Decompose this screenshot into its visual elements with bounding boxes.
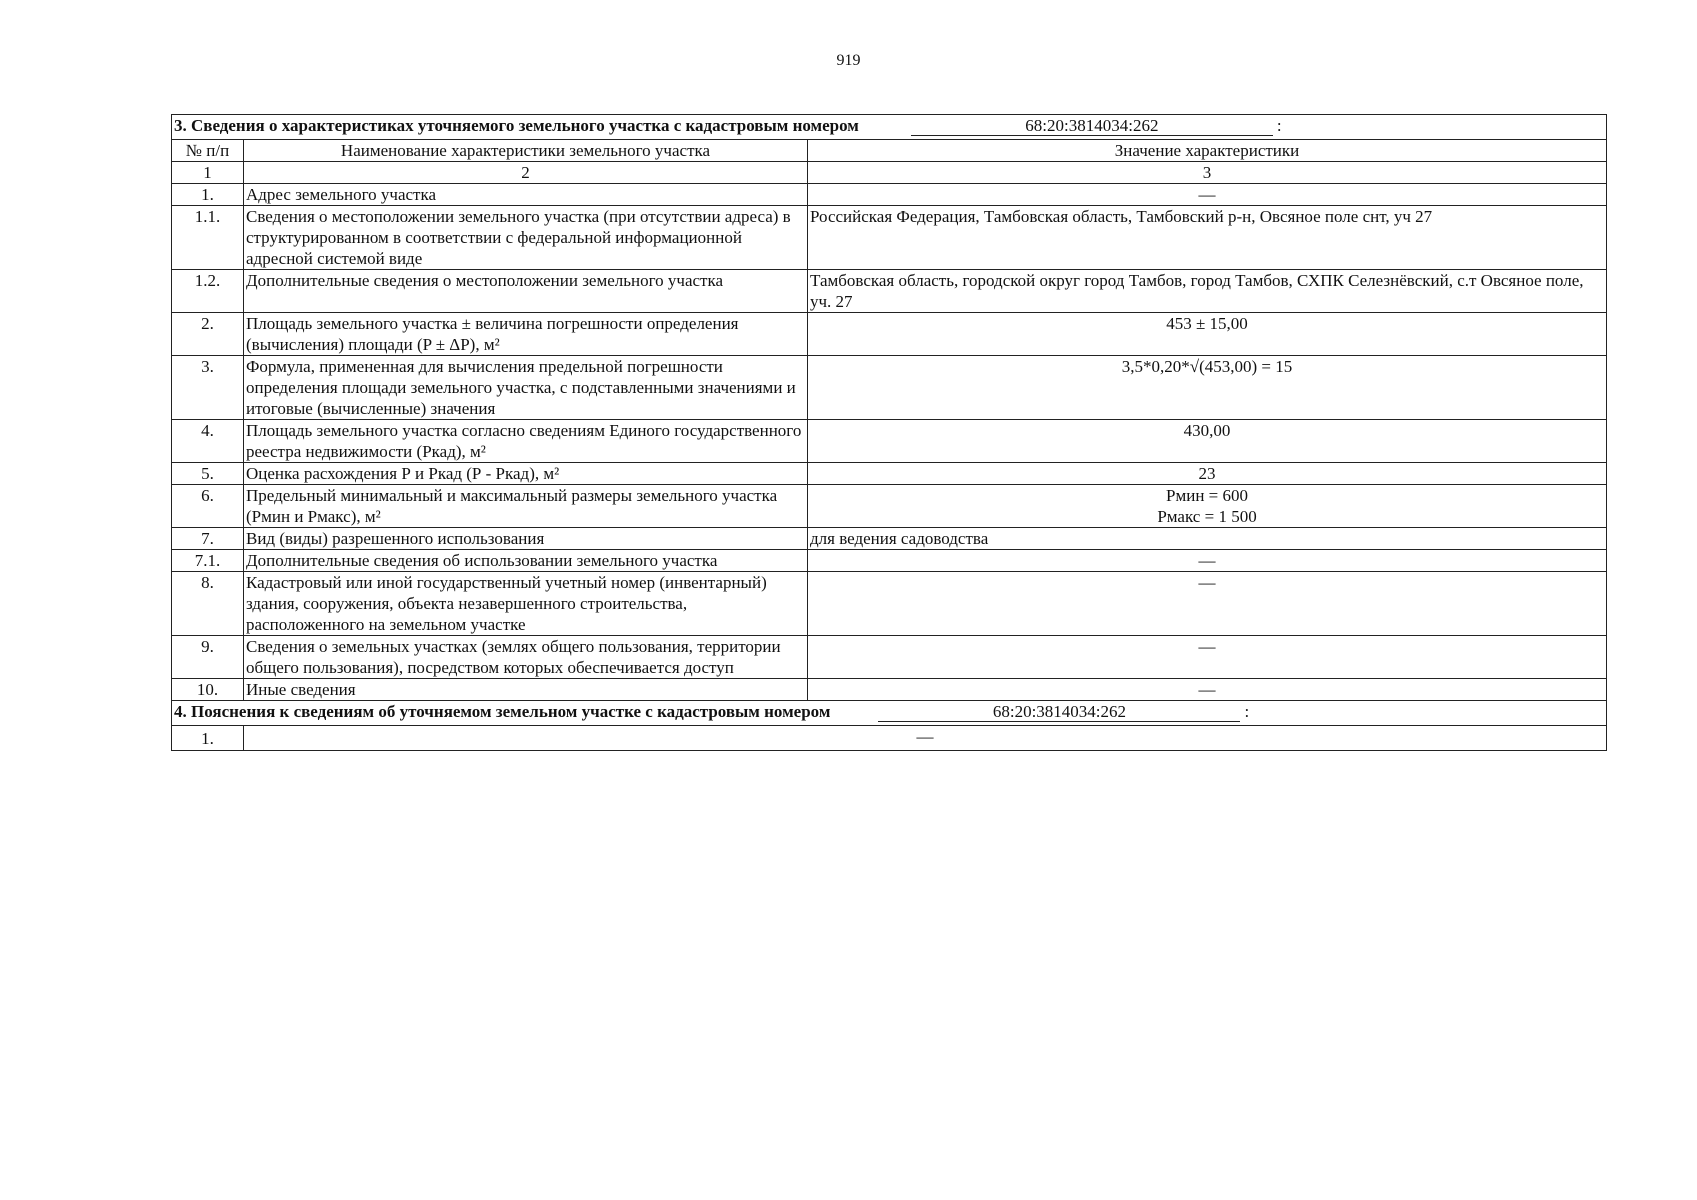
table-row — [172, 356, 1607, 420]
row-value — [808, 485, 1607, 528]
table-row — [172, 206, 1607, 270]
col-index-2: 2 — [244, 162, 808, 184]
row-name: Формула, примененная для вычисления предельной погрешности определения площади земельного участка, с подставленными значениями и итоговые (вычисленные) значения — [244, 356, 808, 420]
table-row — [172, 485, 1607, 528]
row-value: — — [808, 679, 1607, 701]
table-row — [172, 550, 1607, 572]
row-value: — — [808, 572, 1607, 636]
row-value: 430,00 — [808, 420, 1607, 463]
row-value-min: Рмин = 600 — [1166, 486, 1249, 505]
table-row — [172, 679, 1607, 701]
row-value: — — [244, 726, 1607, 751]
row-value: Тамбовская область, городской округ город Тамбов, город Тамбов, СХПК Селезнёвский, с.т Овсяное поле, уч. 27 — [808, 270, 1607, 313]
row-name: Вид (виды) разрешенного использования — [244, 528, 808, 550]
row-value: 3,5*0,20*√(453,00) = 15 — [808, 356, 1607, 420]
row-number: 2. — [172, 313, 244, 356]
row-name: Предельный минимальный и максимальный размеры земельного участка (Рмин и Рмакс), м² — [244, 485, 808, 528]
row-name: Сведения о местоположении земельного участка (при отсутствии адреса) в структурированном в соответствии с федеральной информационной адресной системой виде — [244, 206, 808, 270]
col-index-3: 3 — [808, 162, 1607, 184]
row-value: — — [808, 550, 1607, 572]
table-row — [172, 572, 1607, 636]
row-value: — — [808, 184, 1607, 206]
section-4-colon: : — [1244, 702, 1250, 721]
row-value: — — [808, 636, 1607, 679]
table-row — [172, 463, 1607, 485]
table-row — [172, 184, 1607, 206]
row-number: 1.1. — [172, 206, 244, 270]
section-3-title: 3. Сведения о характеристиках уточняемого земельного участка с кадастровым номером — [174, 116, 859, 135]
col-index-1: 1 — [172, 162, 244, 184]
col-header-name: Наименование характеристики земельного участка — [244, 140, 808, 162]
col-header-value: Значение характеристики — [808, 140, 1607, 162]
row-name: Дополнительные сведения о местоположении земельного участка — [244, 270, 808, 313]
table-row — [172, 270, 1607, 313]
column-header-row — [172, 140, 1607, 162]
row-name: Дополнительные сведения об использовании земельного участка — [244, 550, 808, 572]
section-3-colon: : — [1276, 116, 1282, 135]
row-name: Адрес земельного участка — [244, 184, 808, 206]
row-number: 6. — [172, 485, 244, 528]
page-number: 919 — [836, 52, 861, 69]
row-number: 7.1. — [172, 550, 244, 572]
row-name: Площадь земельного участка согласно сведениям Единого государственного реестра недвижимости (Ркад), м² — [244, 420, 808, 463]
row-value-max: Рмакс = 1 500 — [1157, 507, 1257, 526]
row-value: 453 ± 15,00 — [808, 313, 1607, 356]
row-number: 10. — [172, 679, 244, 701]
row-number: 4. — [172, 420, 244, 463]
row-name: Иные сведения — [244, 679, 808, 701]
section-4-cadastral-number: 68:20:3814034:262 — [878, 702, 1240, 722]
table-row — [172, 313, 1607, 356]
table-row — [172, 528, 1607, 550]
table-row — [172, 726, 1607, 751]
row-name: Сведения о земельных участках (землях общего пользования, территории общего пользования), посредством которых обеспечивается доступ — [244, 636, 808, 679]
row-value: Российская Федерация, Тамбовская область, Тамбовский р-н, Овсяное поле снт, уч 27 — [808, 206, 1607, 270]
section-4-header — [172, 701, 1607, 726]
col-header-num: № п/п — [172, 140, 244, 162]
row-name: Оценка расхождения Р и Ркад (Р - Ркад), м² — [244, 463, 808, 485]
section-4-title-cell — [172, 701, 1607, 726]
row-number: 7. — [172, 528, 244, 550]
section-3-cadastral-number: 68:20:3814034:262 — [911, 116, 1273, 136]
section-4-title: 4. Пояснения к сведениям об уточняемом земельном участке с кадастровым номером — [174, 702, 831, 721]
table-row — [172, 636, 1607, 679]
row-number: 5. — [172, 463, 244, 485]
section-3-header — [172, 115, 1607, 140]
row-name: Кадастровый или иной государственный учетный номер (инвентарный) здания, сооружения, объекта незавершенного строительства, расположенного на земельном участке — [244, 572, 808, 636]
row-value: для ведения садоводства — [808, 528, 1607, 550]
section-3-title-cell — [172, 115, 1607, 140]
column-index-row — [172, 162, 1607, 184]
row-number: 9. — [172, 636, 244, 679]
cadastral-characteristics-table — [171, 114, 1607, 751]
row-number: 3. — [172, 356, 244, 420]
row-number: 1. — [172, 726, 244, 751]
row-number: 1. — [172, 184, 244, 206]
row-value: 23 — [808, 463, 1607, 485]
row-number: 8. — [172, 572, 244, 636]
row-number: 1.2. — [172, 270, 244, 313]
row-name: Площадь земельного участка ± величина погрешности определения (вычисления) площади (P ± ΔP), м² — [244, 313, 808, 356]
table-row — [172, 420, 1607, 463]
